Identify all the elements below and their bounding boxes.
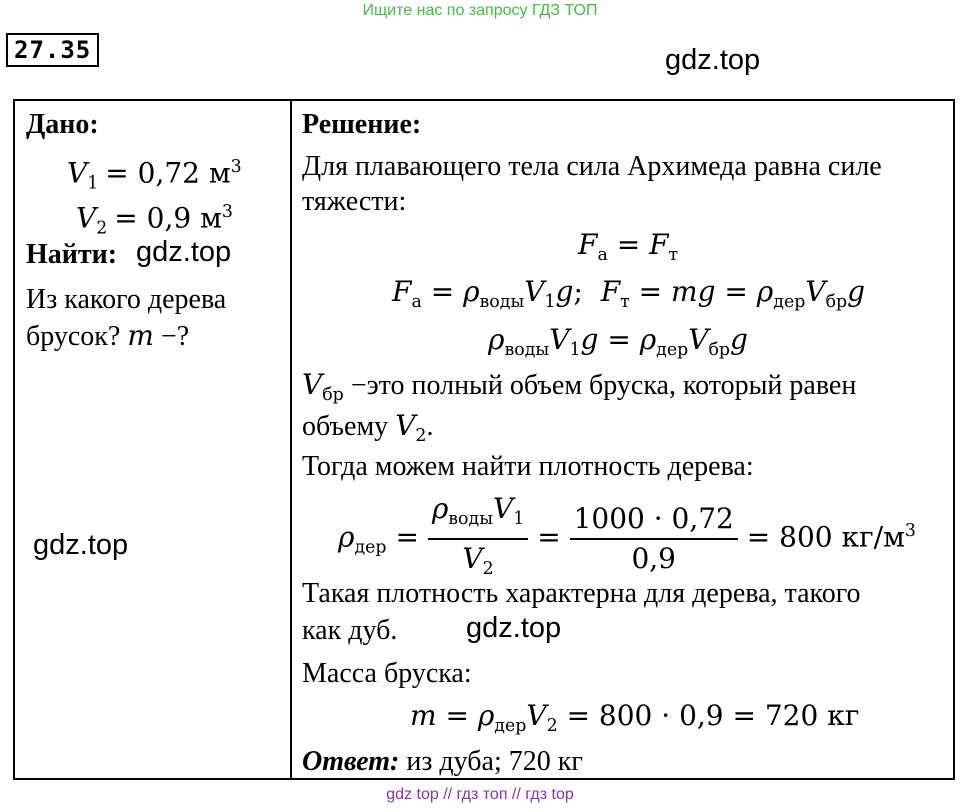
watermark: gdz.top — [136, 236, 232, 268]
equation-forces: $F_а = \rho_{воды}V_1g$; $F_т$ = mg = $\rho_{дер}V_{бр}g$ — [392, 275, 866, 313]
watermark: gdz.top — [33, 529, 129, 561]
given-v2: $V_2 = 0,9$ $м^3$ — [76, 201, 233, 239]
typical-line2: как дуб. — [302, 615, 398, 646]
find-heading: Найти: — [26, 239, 118, 270]
vbr-explanation-2: объему $V_2$. — [302, 409, 434, 447]
solution-heading: Решение: — [302, 109, 422, 140]
then-text: Тогда можем найти плотность дерева: — [302, 451, 754, 482]
column-divider — [290, 99, 292, 780]
watermark: gdz.top — [665, 44, 761, 76]
given-heading: Дано: — [26, 109, 99, 140]
intro-line1: Для плавающего тела сила Архимеда равна силе — [302, 151, 882, 182]
mass-heading: Масса бруска: — [302, 658, 472, 689]
watermark: gdz.top — [466, 612, 562, 644]
intro-line2: тяжести: — [302, 186, 407, 217]
typical-line1: Такая плотность характерна для дерева, такого — [302, 578, 861, 609]
mass-equation: $m = \rho_{дер}V_2 = 800 \cdot 0,9 = 720$ кг — [410, 699, 860, 737]
answer-line: Ответ: из дуба; 720 кг — [302, 746, 583, 777]
equation-equality: $\rho_{воды}V_1g = \rho_{дер}V_{бр}g$ — [488, 323, 748, 361]
vbr-explanation: $V_{бр} -это$ полный объем бруска, который равен — [302, 368, 857, 406]
bottom-banner: gdz top // гдз топ // гдз top — [386, 786, 574, 803]
fraction-numeric: $\frac{1000 \cdot 0,72}{0,9}$ — [570, 500, 738, 578]
problem-number: 27.35 — [6, 33, 99, 67]
given-v1: $V_1 = 0,72$ $м^3$ — [67, 156, 242, 194]
fraction-symbolic: $\frac{\rho_{воды}V_1}{V_2}$ — [428, 490, 528, 588]
density-formula: $\rho_{дер}$ = $\frac{\rho_{воды}V_1}{V_2}$ = $\frac{1000 \cdot 0,72}{0,9}$ = 800 $кг/м^3$ — [338, 490, 916, 588]
question-line1: Из какого дерева — [26, 284, 227, 315]
top-banner: Ищите нас по запросу ГДЗ ТОП — [362, 2, 598, 19]
question-line2: брусок? m −? — [26, 319, 190, 352]
equation-archimedes: $F_а = F_т$ — [578, 228, 679, 266]
